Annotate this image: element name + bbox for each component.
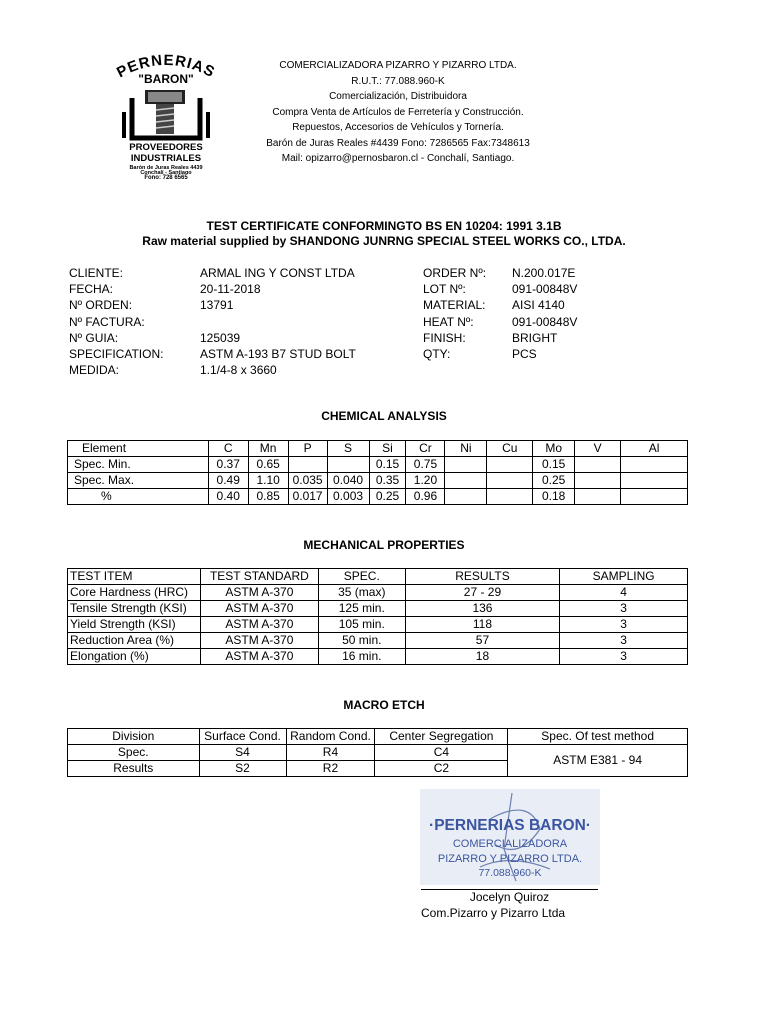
table-cell: 4	[560, 585, 688, 601]
table-cell: ASTM A-370	[200, 649, 318, 665]
info-value: 13791	[200, 298, 234, 313]
table-cell: Spec. Min.	[68, 457, 209, 473]
table-cell: 125 min.	[318, 601, 405, 617]
table-cell: S2	[199, 761, 286, 777]
table-cell: 16 min.	[318, 649, 405, 665]
table-cell: 0.035	[288, 473, 327, 489]
logo-line2: INDUSTRIALES	[130, 153, 202, 164]
header-cell: Ni	[445, 441, 487, 457]
table-cell: 0.15	[533, 457, 575, 473]
table-cell: 3	[560, 649, 688, 665]
table-row	[68, 649, 688, 665]
table-cell: Reduction Area (%)	[68, 633, 201, 649]
header-cell: V	[575, 441, 621, 456]
table-cell: 0.003	[327, 489, 369, 505]
signatory-company: Com.Pizarro y Pizarro Ltda	[421, 906, 566, 920]
table-cell: R4	[286, 745, 375, 761]
info-value: AISI 4140	[512, 298, 565, 313]
table-cell	[575, 473, 621, 488]
header-cell: TEST STANDARD	[200, 569, 318, 585]
table-cell: 1.20	[406, 473, 445, 489]
table-cell: C4	[375, 745, 508, 761]
macro-table	[67, 728, 688, 777]
table-cell: 0.25	[369, 489, 406, 505]
info-label: HEAT Nº:	[423, 314, 474, 329]
table-cell: 0.35	[369, 473, 406, 489]
stamp-line1: ·PERNERIAS BARON·	[429, 817, 591, 834]
table-cell	[327, 457, 369, 473]
test-method-cell: ASTM E381 - 94	[508, 745, 688, 777]
table-cell	[575, 489, 688, 505]
mechanical-title: MECHANICAL PROPERTIES	[303, 538, 465, 552]
table-cell: 57	[405, 633, 560, 649]
table-row	[68, 457, 688, 473]
table-row	[68, 633, 688, 649]
info-value: ARMAL ING Y CONST LTDA	[200, 266, 355, 280]
certificate-subtitle: Raw material supplied by SHANDONG JUNRNG SPECIAL STEEL WORKS CO., LTDA.	[142, 234, 626, 248]
header-cell: Surface Cond.	[199, 729, 286, 745]
info-label: ORDER Nº:	[423, 266, 487, 280]
logo-phone: Fono: 728 6565	[144, 175, 188, 181]
info-value: 091-00848V	[512, 282, 578, 297]
logo-arc-text: PERNERIAS	[114, 52, 218, 82]
header-cell: Element	[68, 441, 209, 457]
stamp-line2: COMERCIALIZADORA	[452, 838, 568, 850]
logo-brand-text: "BARON"	[138, 72, 194, 86]
info-value: ASTM A-193 B7 STUD BOLT	[200, 347, 356, 361]
chemical-table	[67, 440, 688, 505]
chemical-title: CHEMICAL ANALYSIS	[321, 409, 447, 423]
info-label: MEDIDA:	[69, 363, 120, 378]
table-cell: C2	[375, 761, 508, 777]
info-value	[200, 314, 356, 330]
info-right-values	[512, 265, 577, 362]
header-cell	[575, 441, 688, 457]
table-cell: 0.85	[248, 489, 288, 505]
header-cell: Mo	[533, 441, 575, 457]
table-cell	[621, 489, 687, 504]
table-cell: 105 min.	[318, 617, 405, 633]
header-cell: Si	[369, 441, 406, 457]
info-label: LOT Nº:	[423, 282, 466, 297]
header-cell: Random Cond.	[286, 729, 375, 745]
company-header	[250, 58, 546, 167]
info-right-labels	[423, 265, 486, 362]
header-cell: Center Segregation	[375, 729, 508, 745]
table-cell: 136	[405, 601, 560, 617]
table-cell: R2	[286, 761, 375, 777]
table-cell: Core Hardness (HRC)	[68, 585, 201, 601]
info-value: 091-00848V	[512, 314, 578, 329]
info-value: 125039	[200, 330, 241, 345]
table-cell	[575, 457, 621, 472]
table-cell: Results	[68, 761, 200, 777]
table-row	[68, 585, 688, 601]
table-cell: 0.18	[533, 489, 575, 505]
header-cell: Al	[648, 441, 660, 455]
table-cell: 3	[560, 633, 688, 649]
header-cell: SPEC.	[318, 569, 405, 585]
table-cell: Spec. Max.	[68, 473, 209, 489]
table-cell: 0.017	[288, 489, 327, 505]
table-cell: 0.40	[208, 489, 248, 505]
info-left-values	[200, 265, 356, 378]
table-cell: S4	[199, 745, 286, 761]
info-label: Nº FACTURA:	[69, 314, 145, 329]
header-cell: S	[327, 441, 369, 457]
macro-title: MACRO ETCH	[343, 698, 425, 712]
table-cell: ASTM A-370	[200, 601, 318, 617]
table-row	[68, 617, 688, 633]
company-name: COMERCIALIZADORA PIZARRO Y PIZARRO LTDA.	[279, 60, 517, 71]
table-cell: ASTM A-370	[200, 633, 318, 649]
header-cell: SAMPLING	[560, 569, 688, 585]
info-label: FECHA:	[69, 282, 114, 297]
table-header-row	[68, 441, 688, 457]
header-cell: Spec. Of test method	[508, 729, 688, 745]
table-cell: Yield Strength (KSI)	[68, 617, 201, 633]
table-cell	[445, 457, 487, 473]
info-value: 20-11-2018	[200, 282, 261, 297]
info-label: MATERIAL:	[423, 298, 486, 313]
info-label: Nº ORDEN:	[69, 298, 133, 313]
table-cell	[575, 457, 688, 473]
info-label: Nº GUIA:	[69, 330, 119, 345]
company-address: Barón de Juras Reales #4439 Fono: 7286565 Fax:7348613	[266, 137, 530, 149]
table-cell: 0.37	[208, 457, 248, 473]
info-label: QTY:	[423, 347, 451, 362]
table-row	[68, 489, 688, 505]
header-cell: RESULTS	[405, 569, 560, 585]
table-cell	[445, 489, 487, 505]
table-cell: ASTM A-370	[200, 617, 318, 633]
header-cell: P	[288, 441, 327, 457]
info-label: CLIENTE:	[69, 266, 124, 280]
info-value: BRIGHT	[512, 330, 558, 345]
table-header-row	[68, 569, 688, 585]
table-cell	[445, 473, 487, 489]
table-row	[68, 601, 688, 617]
table-cell: 27 - 29	[405, 585, 560, 601]
header-cell: Cr	[406, 441, 445, 457]
table-cell	[487, 473, 533, 489]
table-cell: 0.15	[369, 457, 406, 473]
table-cell: Elongation (%)	[68, 649, 201, 665]
company-parts: Repuestos, Accesorios de Vehículos y Tornería.	[292, 122, 504, 133]
table-cell	[487, 489, 533, 505]
table-cell	[621, 457, 687, 472]
table-cell	[575, 473, 688, 489]
stamp-line3: PIZARRO Y PIZARRO LTDA.	[437, 853, 583, 865]
table-cell: ASTM A-370	[200, 585, 318, 601]
mechanical-table	[67, 568, 688, 665]
table-cell: 35 (max)	[318, 585, 405, 601]
table-cell: 118	[405, 617, 560, 633]
table-cell: Spec.	[68, 745, 200, 761]
company-logo	[96, 52, 236, 181]
table-cell: 0.96	[406, 489, 445, 505]
table-cell: 3	[560, 601, 688, 617]
stamp-line4: 77.088.960-K	[478, 867, 542, 879]
info-value: 1.1/4-8 x 3660	[200, 363, 277, 378]
certificate-title: TEST CERTIFICATE CONFORMINGTO BS EN 10204: 1991 3.1B	[206, 219, 562, 233]
info-value: N.200.017E	[512, 266, 576, 280]
table-cell: 0.25	[533, 473, 575, 489]
bolt-icon	[124, 90, 208, 138]
company-mail: Mail: opizarro@pernosbaron.cl - Conchalí, Santiago.	[281, 153, 515, 164]
table-cell: 0.65	[248, 457, 288, 473]
logo-line1: PROVEEDORES	[129, 142, 203, 153]
header-cell: TEST ITEM	[68, 569, 201, 585]
info-left-labels	[69, 265, 163, 378]
table-cell: %	[68, 489, 209, 505]
signatory-name: Jocelyn Quiroz	[469, 890, 550, 904]
table-cell: Tensile Strength (KSI)	[68, 601, 201, 617]
table-cell: 3	[560, 617, 688, 633]
company-sales: Compra Venta de Artículos de Ferretería y Construcción.	[272, 106, 524, 118]
info-label: FINISH:	[423, 330, 466, 345]
table-cell: 1.10	[248, 473, 288, 489]
table-cell: 50 min.	[318, 633, 405, 649]
table-cell	[621, 473, 687, 488]
header-cell: Cu	[487, 441, 533, 457]
table-header-row	[68, 729, 688, 745]
table-cell: 18	[405, 649, 560, 665]
header-cell: Mn	[248, 441, 288, 457]
logo-address2: Conchalí - Santiago	[140, 170, 192, 174]
table-cell	[288, 457, 327, 473]
info-label: SPECIFICATION:	[69, 347, 164, 362]
table-cell: 0.75	[406, 457, 445, 473]
logo-address1: Barón de Juras Reales 4439	[129, 165, 203, 171]
header-cell: C	[208, 441, 248, 457]
company-activity: Comercialización, Distribuidora	[329, 91, 467, 102]
table-cell	[487, 457, 533, 473]
table-row	[68, 473, 688, 489]
company-rut: R.U.T.: 77.088.960-K	[351, 75, 445, 87]
company-stamp	[420, 789, 600, 885]
header-cell: Division	[68, 729, 200, 745]
table-cell	[575, 489, 621, 504]
info-value: PCS	[512, 347, 537, 362]
table-cell: 0.040	[327, 473, 369, 489]
table-row	[68, 745, 688, 761]
table-cell: 0.49	[208, 473, 248, 489]
